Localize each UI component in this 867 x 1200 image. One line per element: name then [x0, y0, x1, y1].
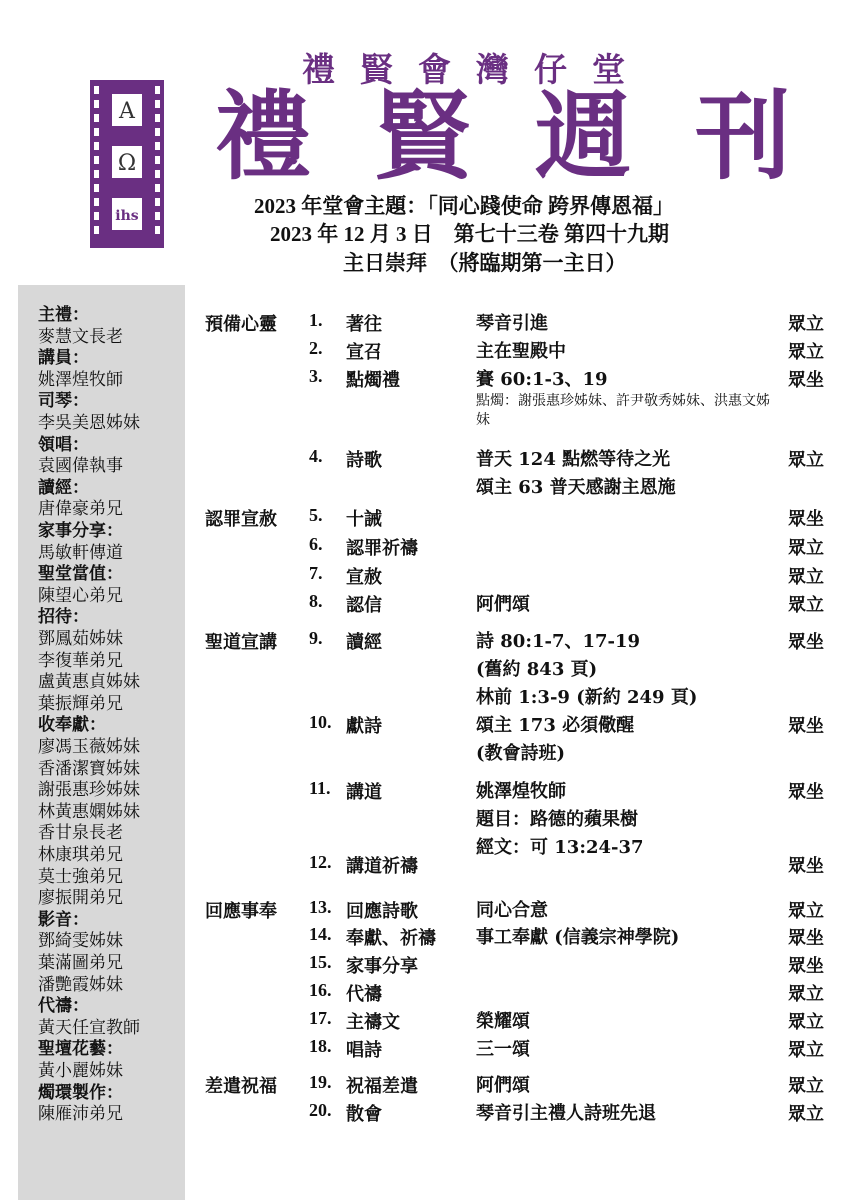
roster-role: 招待：	[38, 607, 89, 628]
roster-role: 家事分享：	[38, 521, 123, 541]
roster-person: 李吳美恩姊妹	[38, 413, 140, 433]
item-number: 18.	[309, 1036, 332, 1056]
posture-label: 眾立	[788, 595, 824, 616]
service-item: 散會	[346, 1104, 382, 1125]
roster-person: 廖馮玉薇姊妹	[38, 737, 140, 757]
service-item: 宣赦	[346, 567, 382, 588]
roster-person: 葉振輝弟兄	[38, 693, 123, 714]
item-note: 點燭：謝張惠珍姊妹、許尹敬秀姊妹、洪惠文姊妹	[476, 393, 770, 428]
roster-role: 領唱：	[38, 434, 89, 455]
roster-person: 唐偉豪弟兄	[38, 499, 123, 520]
item-content: 阿們頌	[476, 1075, 530, 1096]
publication-title: 禮賢週刊	[215, 80, 855, 193]
item-content: 詩 80:1-7、17-19	[476, 631, 641, 652]
roster-role: 主禮：	[38, 305, 89, 325]
item-content: (舊約 843 頁)	[476, 659, 598, 680]
section-label: 差遣祝福	[205, 1076, 277, 1097]
item-content: 頌主 63 普天感謝主恩施	[476, 477, 676, 498]
roster-person: 林黃惠嫻姊妹	[38, 801, 140, 822]
item-content: 阿們頌	[476, 594, 530, 615]
posture-label: 眾立	[788, 984, 824, 1005]
roster-person: 姚澤煌牧師	[38, 369, 123, 390]
roster-person: 鄧綺雯姊妹	[38, 931, 123, 952]
item-content: 事工奉獻 (信義宗神學院)	[476, 927, 680, 948]
item-content: 三一頌	[476, 1039, 530, 1060]
posture-label: 眾坐	[788, 370, 824, 391]
roster-person: 香潘潔寶姊妹	[38, 758, 140, 779]
posture-label: 眾立	[788, 1012, 824, 1033]
service-name: 主日崇拜 （將臨期第一主日）	[343, 251, 627, 275]
roster-person: 陳雁沛弟兄	[38, 1104, 123, 1125]
service-item: 獻詩	[346, 716, 382, 737]
svg-text:ihs: ihs	[115, 208, 139, 224]
service-item: 代禱	[346, 984, 382, 1005]
item-content: 頌主 173 必須儆醒	[476, 715, 635, 736]
roster-role: 讀經：	[38, 477, 89, 498]
posture-label: 眾立	[788, 314, 824, 335]
item-content: (教會詩班)	[476, 743, 566, 764]
roster-person: 袁國偉執事	[38, 456, 123, 477]
posture-label: 眾坐	[788, 782, 824, 803]
service-item: 家事分享	[346, 956, 418, 977]
item-content: 主在聖殿中	[476, 341, 566, 362]
roster-role: 燭環製作：	[38, 1082, 123, 1103]
item-number: 15.	[309, 952, 332, 972]
item-content: 賽 60:1-3、19	[476, 369, 608, 390]
posture-label: 眾坐	[788, 928, 824, 949]
posture-label: 眾立	[788, 1040, 824, 1061]
posture-label: 眾坐	[788, 856, 824, 877]
item-number: 4.	[309, 446, 323, 466]
roster-role: 司琴：	[38, 391, 89, 412]
posture-label: 眾立	[788, 342, 824, 363]
service-item: 講道祈禱	[346, 856, 418, 877]
roster-person: 盧黃惠貞姊妹	[38, 672, 140, 693]
alpha-omega-ihs-logo	[90, 80, 164, 248]
service-item: 認罪祈禱	[346, 538, 418, 559]
item-content: 姚澤煌牧師	[476, 781, 566, 802]
service-item: 奉獻、祈禱	[346, 928, 436, 949]
posture-label: 眾立	[788, 901, 824, 922]
roster-person: 林康琪弟兄	[38, 845, 123, 865]
service-item: 點燭禮	[346, 370, 400, 391]
item-number: 8.	[309, 591, 323, 611]
section-label: 預備心靈	[205, 314, 277, 335]
roster-person: 鄧鳳茹姊妹	[38, 629, 123, 649]
roster-person: 麥慧文長老	[38, 326, 123, 347]
roster-person: 廖振開弟兄	[38, 888, 123, 909]
service-item: 回應詩歌	[346, 901, 418, 922]
roster-person: 潘艷霞姊妹	[38, 974, 123, 995]
item-number: 3.	[309, 366, 323, 386]
roster-person: 謝張惠珍姊妹	[38, 780, 140, 801]
year-theme: 2023 年堂會主題：「同心踐使命 跨界傳恩福」	[254, 194, 674, 218]
item-number: 5.	[309, 505, 323, 525]
roster-role: 收奉獻：	[38, 715, 106, 736]
posture-label: 眾坐	[788, 956, 824, 977]
roster-person: 莫士強弟兄	[38, 866, 123, 887]
roster-role: 聖堂當值：	[38, 564, 123, 585]
item-content: 林前 1:3-9 (新約 249 頁)	[476, 687, 698, 708]
service-item: 詩歌	[346, 450, 382, 471]
item-number: 13.	[309, 897, 332, 917]
service-item: 唱詩	[346, 1040, 382, 1061]
item-number: 17.	[309, 1008, 332, 1028]
posture-label: 眾立	[788, 1104, 824, 1125]
item-content: 同心合意	[476, 900, 548, 921]
posture-label: 眾立	[788, 450, 824, 471]
service-item: 祝福差遣	[346, 1076, 418, 1097]
roster-person: 黃天任宣教師	[38, 1017, 140, 1038]
section-label: 回應事奉	[205, 901, 277, 922]
issue-date: 2023 年 12 月 3 日 第七十三卷 第四十九期	[270, 222, 669, 246]
posture-label: 眾立	[788, 538, 824, 559]
posture-label: 眾立	[788, 1076, 824, 1097]
roster-role: 代禱：	[38, 996, 89, 1017]
item-number: 1.	[309, 310, 323, 330]
roster-person: 黃小麗姊妹	[38, 1061, 123, 1081]
item-number: 11.	[309, 778, 331, 798]
roster-role: 講員：	[38, 348, 89, 369]
roster-person: 陳望心弟兄	[38, 585, 123, 606]
posture-label: 眾坐	[788, 716, 824, 737]
item-number: 19.	[309, 1072, 332, 1092]
item-number: 20.	[309, 1100, 332, 1120]
church-name: 禮賢會灣仔堂	[302, 50, 650, 89]
item-content: 普天 124 點燃等待之光	[476, 449, 671, 470]
posture-label: 眾坐	[788, 632, 824, 653]
item-number: 16.	[309, 980, 332, 1000]
item-content: 琴音引進	[476, 313, 548, 334]
service-item: 認信	[346, 595, 382, 616]
svg-text:Α: Α	[119, 99, 135, 124]
service-item: 主禱文	[346, 1012, 400, 1033]
roster-role: 影音：	[38, 909, 89, 930]
roster-person: 李復華弟兄	[38, 650, 123, 671]
posture-label: 眾坐	[788, 509, 824, 530]
item-number: 6.	[309, 534, 323, 554]
service-item: 十誡	[346, 509, 382, 530]
service-item: 講道	[346, 782, 382, 803]
item-content: 經文：可 13:24-37	[476, 837, 644, 858]
item-number: 7.	[309, 563, 323, 583]
roster-role: 聖壇花藝：	[38, 1039, 123, 1060]
roster-person: 馬敏軒傳道	[38, 542, 123, 563]
item-number: 2.	[309, 338, 323, 358]
roster-person: 香甘泉長老	[38, 823, 123, 844]
svg-text:Ω: Ω	[117, 151, 137, 176]
service-item: 著往	[346, 314, 382, 335]
section-label: 聖道宣講	[205, 632, 277, 653]
section-label: 認罪宣赦	[205, 509, 277, 530]
service-item: 宣召	[346, 342, 382, 363]
item-number: 12.	[309, 852, 332, 872]
item-number: 14.	[309, 924, 332, 944]
posture-label: 眾立	[788, 567, 824, 588]
item-number: 10.	[309, 712, 332, 732]
item-content: 琴音引主禮人詩班先退	[476, 1103, 656, 1124]
item-content: 題目：路德的蘋果樹	[476, 809, 638, 830]
item-number: 9.	[309, 628, 323, 648]
item-content: 榮耀頌	[476, 1011, 530, 1032]
service-item: 讀經	[346, 632, 382, 653]
roster-person: 葉滿圖弟兄	[38, 953, 123, 973]
